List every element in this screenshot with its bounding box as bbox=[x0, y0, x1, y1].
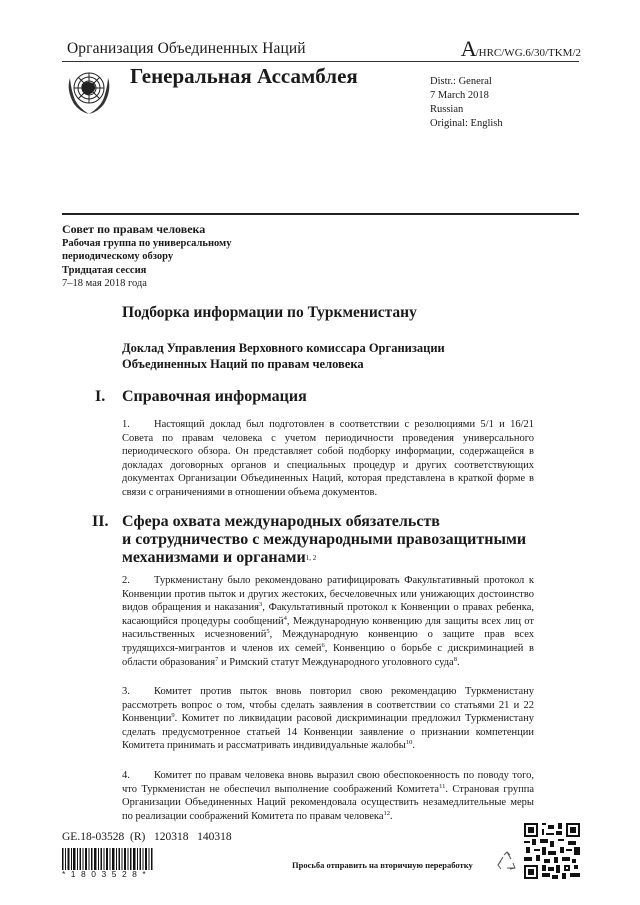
section-2-title-line2: и сотрудничество с международными правозащитными bbox=[122, 531, 527, 548]
date-line: 7 March 2018 bbox=[430, 90, 489, 101]
document-title: Подборка информации по Туркменистану bbox=[122, 304, 417, 321]
footnote-ref[interactable]: 1, 2 bbox=[305, 554, 317, 562]
document-subtitle bbox=[122, 340, 445, 372]
section-2-title-line3-text: механизмами и органами bbox=[122, 549, 306, 566]
section-1-number: I. bbox=[95, 388, 106, 405]
paragraph-text: . bbox=[456, 656, 460, 668]
section-1-title: Справочная информация bbox=[122, 388, 307, 405]
council-block bbox=[62, 223, 231, 291]
section-2-title bbox=[122, 513, 526, 567]
footnote-ref[interactable]: 10 bbox=[405, 739, 413, 747]
symbol-rest: /HRC/WG.6/30/TKM/2 bbox=[475, 47, 581, 59]
paragraph-2 bbox=[122, 574, 534, 669]
footnote-ref[interactable]: 11 bbox=[439, 782, 446, 790]
recycle-text: Просьба отправить на вторичную переработку bbox=[292, 860, 473, 870]
working-group-line2: периодическому обзору bbox=[62, 251, 174, 262]
barcode-number: *1803528* bbox=[62, 869, 152, 879]
paragraph-number: 1. bbox=[122, 419, 130, 430]
paragraph-4 bbox=[122, 769, 534, 823]
qr-code-icon bbox=[524, 823, 580, 879]
council-name: Совет по правам человека bbox=[62, 222, 206, 236]
header-rule bbox=[62, 61, 579, 62]
un-emblem-icon bbox=[64, 66, 114, 116]
paragraph-text: Настоящий доклад был подготовлен в соответствии с резолюциями 5/1 и 16/21 Совета по правам человека с учетом периодичности проведения универсального периодического обзора. Он представляет собой подборку информации, содержащейся в докладах договорных органов и специальных процедур и других соответствующих документах Организации Объединенных Наций, которая представлена в краткой форме в связи с ограничениями в отношении объема документов. bbox=[122, 419, 534, 498]
paragraph-text: Туркменистану было рекомендовано ратифицировать Факультативный протокол к Конвенции против пыток и других жестоких, бесчеловечных или унижающих достоинство видов обращения и наказания bbox=[122, 575, 534, 614]
footnote-ref[interactable]: 8 bbox=[453, 655, 457, 663]
distribution-block bbox=[430, 75, 503, 131]
paragraph-1 bbox=[122, 418, 534, 500]
symbol-prefix: A bbox=[460, 36, 476, 61]
footnote-ref[interactable]: 3 bbox=[258, 601, 263, 609]
subtitle-line1: Доклад Управления Верховного комиссара Организации bbox=[122, 341, 445, 355]
footnote-ref[interactable]: 4 bbox=[283, 614, 287, 622]
footnote-ref[interactable]: 9 bbox=[171, 712, 175, 720]
paragraph-text: . Страновая группа Организации Объединенных Наций рекомендовала осуществить незамедлительные меры по реализации соображений Комитета по правам человека bbox=[122, 783, 534, 822]
job-number: GE.18-03528 (R) 120318 140318 bbox=[62, 831, 232, 843]
session-name: Тридцатая сессия bbox=[62, 264, 147, 276]
section-2-number: II. bbox=[92, 513, 109, 530]
language-line: Russian bbox=[430, 104, 464, 115]
paragraph-text: , Международную конвенцию для защиты всех лиц от насильственных исчезновений bbox=[122, 615, 534, 641]
paragraph-text: Комитет против пыток вновь повторил свою рекомендацию Туркменистану рассмотреть вопрос о том, чтобы сделать заявления в соответствии со статьями 21 и 22 Конвенции bbox=[122, 686, 534, 725]
paragraph-number: 4. bbox=[122, 770, 130, 781]
general-assembly-title: Генеральная Ассамблея bbox=[130, 64, 358, 88]
footnote-ref[interactable]: 7 bbox=[215, 655, 219, 663]
session-dates: 7–18 мая 2018 года bbox=[62, 278, 147, 289]
paragraph-text: . bbox=[390, 810, 393, 822]
barcode-icon bbox=[62, 848, 154, 870]
section-2-title-line3 bbox=[122, 549, 526, 567]
footnote-ref[interactable]: 5 bbox=[266, 628, 270, 636]
paragraph-number: 2. bbox=[122, 575, 130, 586]
header-thick-rule bbox=[62, 213, 579, 215]
paragraph-text: , Факультативный протокол к Конвенции о правах ребенка, касающийся процедуры сообщений bbox=[122, 602, 534, 627]
paragraph-text: Комитет по правам человека вновь выразил свою обеспокоенность по поводу того, что Туркменистан не обеспечил выполнение соображений Комитета bbox=[122, 770, 534, 795]
paragraph-text: , Конвенцию о борьбе с дискриминацией в области образования bbox=[122, 642, 534, 668]
working-group-line1: Рабочая группа по универсальному bbox=[62, 237, 232, 249]
footnote-ref[interactable]: 12 bbox=[383, 809, 391, 817]
organization-name: Организация Объединенных Наций bbox=[67, 40, 306, 57]
paragraph-text: , Международную конвенцию о защите прав всех трудящихся-мигрантов и членов их семей bbox=[122, 629, 534, 654]
paragraph-text: . Комитет по ликвидации расовой дискриминации предложил Туркменистану сделать предусмотренное статьей 14 Конвенции заявление о признании компетенции Комитета принимать и рассматривать индивидуальные жалобы bbox=[122, 713, 534, 752]
subtitle-line2: Объединенных Наций по правам человека bbox=[122, 357, 364, 371]
paragraph-text: и Римский статут Международного уголовного суда bbox=[218, 656, 454, 668]
original-language-line: Original: English bbox=[430, 118, 503, 129]
paragraph-text: . bbox=[412, 740, 415, 752]
section-2-title-line1: Сфера охвата международных обязательств bbox=[122, 513, 440, 530]
footnote-ref[interactable]: 6 bbox=[321, 641, 325, 649]
recycle-icon bbox=[497, 851, 517, 873]
distr-line: Distr.: General bbox=[430, 76, 492, 87]
document-symbol bbox=[461, 36, 581, 62]
paragraph-3 bbox=[122, 685, 534, 753]
paragraph-number: 3. bbox=[122, 686, 130, 697]
